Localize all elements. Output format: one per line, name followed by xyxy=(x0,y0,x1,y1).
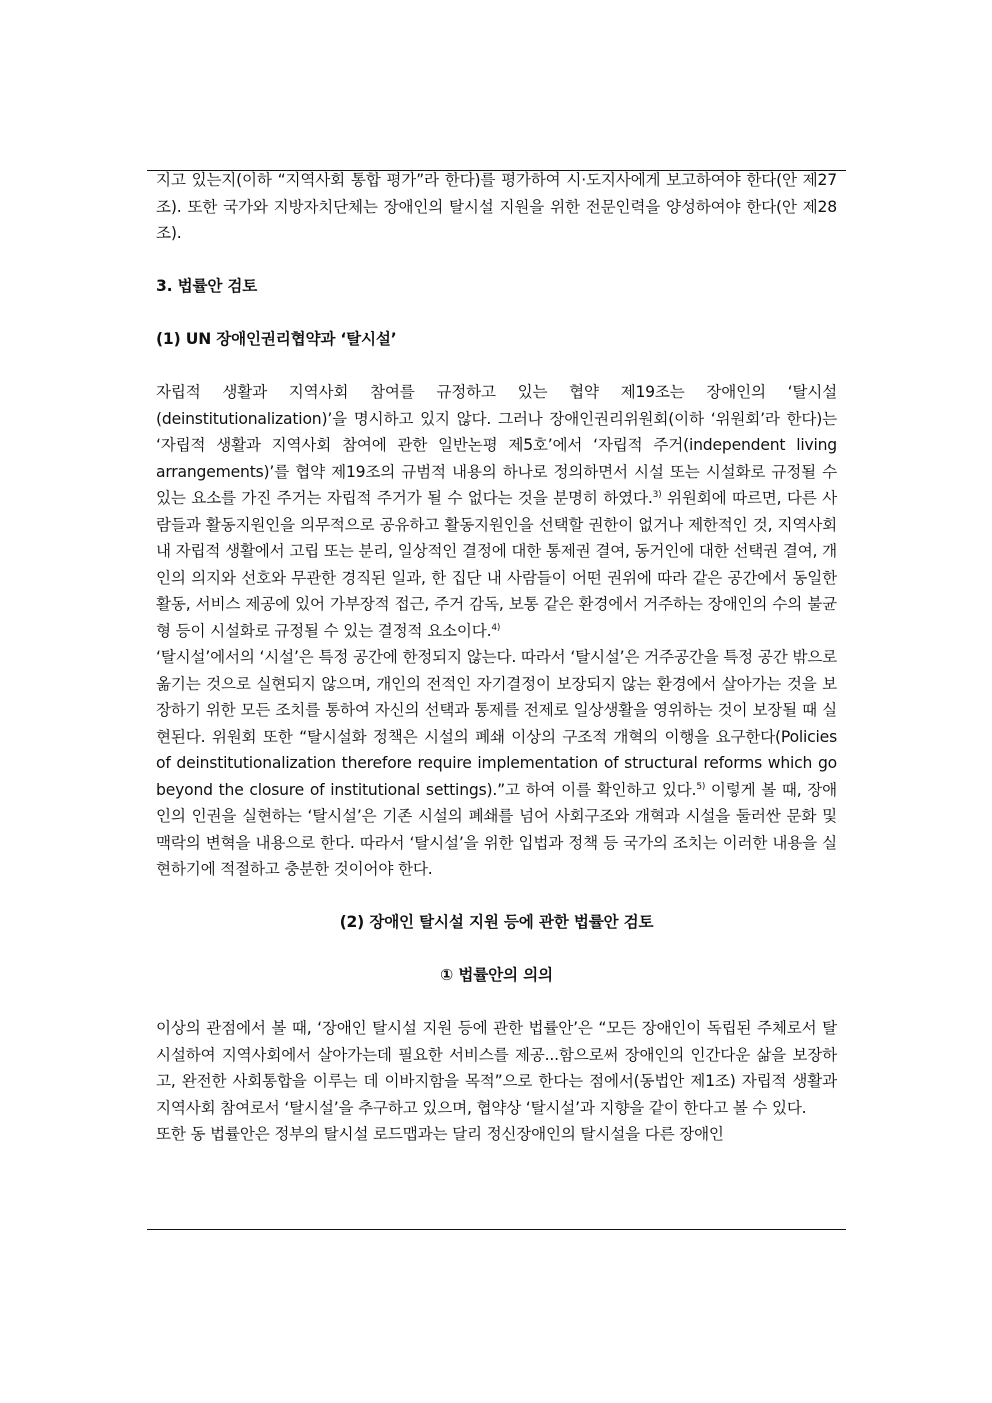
subsection-heading-1: (1) UN 장애인권리협약과 ‘탈시설’ xyxy=(156,330,397,348)
footnote-ref-5[interactable]: 5) xyxy=(696,781,706,792)
paragraph-4: 또한 동 법률안은 정부의 탈시설 로드맵과는 달리 정신장애인의 탈시설을 다른 장애인 xyxy=(156,1125,724,1143)
bottom-rule xyxy=(147,1229,846,1230)
paragraph-2-part-a: ‘탈시설’에서의 ‘시설’은 특정 공간에 한정되지 않는다. 따라서 ‘탈시설’은 거주공간을 특정 공간 밖으로 옮기는 것으로 실현되지 않으며, 개인의 전적인 자기결정이 보장되지 않는 환경에서 살아가는 것을 보장하기 위한 모든 조치를 통하여 자신의 선택과 통제를 전제로 일상생활을 영위하는 것이 보장될 때 실현된다. 위원회 또한 “탈시설화 정책은 시설의 폐쇄 이상의 구조적 개혁의 이행을 요구한다(Policies of deinstitutionalization therefore require implementation of structural reforms which go beyond the closure of institutional settings).”고 하여 이를 확인하고 있다. xyxy=(156,648,837,799)
subsubsection-heading: ① 법률안의 의의 xyxy=(440,966,553,984)
paragraph-3: 이상의 관점에서 볼 때, ‘장애인 탈시설 지원 등에 관한 법률안’은 “모든 장애인이 독립된 주체로서 탈시설하여 지역사회에서 살아가는데 필요한 서비스를 제공...함으로써 장애인의 인간다운 삶을 보장하고, 완전한 사회통합을 이루는 데 이바지함을 목적”으로 한다는 점에서(동법안 제1조) 자립적 생활과 지역사회 참여로서 ‘탈시설’을 추구하고 있으며, 협약상 ‘탈시설’과 지향을 같이 한다고 볼 수 있다. xyxy=(156,1019,837,1117)
section-heading: 3. 법률안 검토 xyxy=(156,277,258,295)
footnote-ref-4[interactable]: 4) xyxy=(491,622,501,633)
paragraph-1 xyxy=(156,379,837,644)
paragraph-1-part-a: 자립적 생활과 지역사회 참여를 규정하고 있는 협약 제19조는 장애인의 ‘탈시설(deinstitutionalization)’을 명시하고 있지 않다. 그러나 장애인권리위원회(이하 ‘위원회’라 한다)는 ‘자립적 생활과 지역사회 참여에 관한 일반논평 제5호’에서 ‘자립적 주거(independent living arrangements)’를 협약 제19조의 규범적 내용의 하나로 정의하면서 시설 또는 시설화로 규정될 수 있는 요소를 가진 주거는 자립적 주거가 될 수 없다는 것을 분명히 하였다. xyxy=(156,383,837,507)
footnote-ref-3[interactable]: 3) xyxy=(652,490,662,500)
paragraph-2 xyxy=(156,644,837,883)
intro-paragraph: 지고 있는지(이하 “지역사회 통합 평가”라 한다)를 평가하여 시·도지사에게 보고하여야 한다(안 제27조). 또한 국가와 지방자치단체는 장애인의 탈시설 지원을 위한 전문인력을 양성하여야 한다(안 제28조). xyxy=(156,171,837,242)
paragraph-2-part-b: 이렇게 볼 때, 장애인의 인권을 실현하는 ‘탈시설’은 기존 시설의 폐쇄를 넘어 사회구조와 개혁과 시설을 둘러싼 문화 및 맥락의 변혁을 내용으로 한다. 따라서 ‘탈시설’을 위한 입법과 정책 등 국가의 조치는 이러한 내용을 실현하기에 적절하고 충분한 것이어야 한다. xyxy=(156,780,837,878)
paragraph-1-part-b: 위원회에 따르면, 다른 사람들과 활동지원인을 의무적으로 공유하고 활동지원인을 선택할 권한이 없거나 제한적인 것, 지역사회 내 자립적 생활에서 고립 또는 분리, 일상적인 결정에 대한 통제권 결여, 동거인에 대한 선택권 결여, 개인의 의지와 선호와 무관한 경직된 일과, 한 집단 내 사람들이 어떤 권위에 따라 같은 공간에서 동일한 활동, 서비스 제공에 있어 가부장적 접근, 주거 감독, 보통 같은 환경에서 거주하는 장애인의 수의 불균형 등이 시설화로 규정될 수 있는 결정적 요소이다. xyxy=(156,489,837,640)
document-body xyxy=(156,167,837,1148)
subsection-heading-2: (2) 장애인 탈시설 지원 등에 관한 법률안 검토 xyxy=(339,913,654,931)
